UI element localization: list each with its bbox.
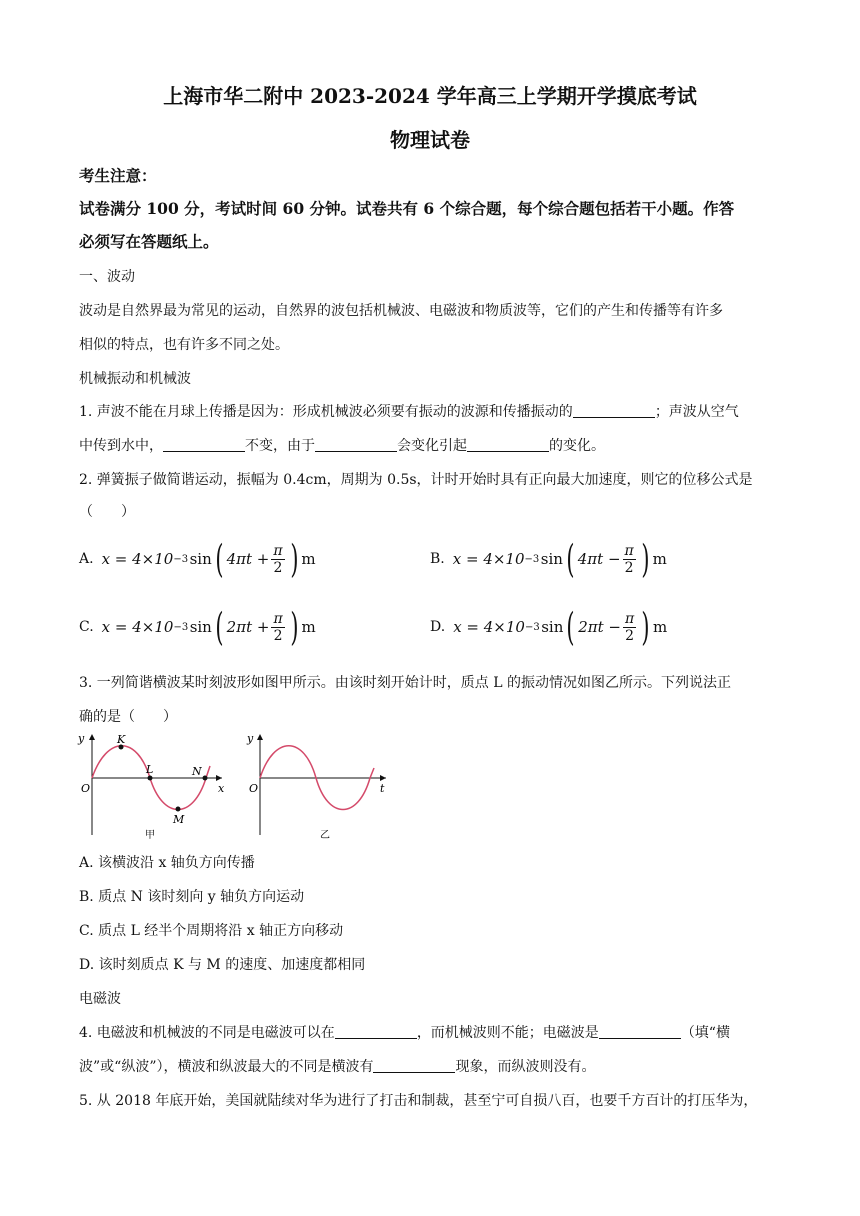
q1-text-d: 不变，由于 <box>245 438 315 454</box>
q1-text-e: 会变化引起 <box>397 438 467 454</box>
wave-figure-yi <box>244 730 394 845</box>
formula: x = 4×10 −3 sin ( 4πt + $\frac{\pi}{2}$ ) m <box>101 537 316 581</box>
q1-text-a: 1. 声波不能在月球上传播是因为：形成机械波必须要有振动的波源和传播振动的 <box>79 404 573 420</box>
point-k-label: K <box>117 733 126 746</box>
question-3-line-1: 3. 一列简谐横波某时刻波形如图甲所示。由该时刻开始计时，质点 L 的振动情况如图乙所示。下列说法正 <box>79 675 732 691</box>
formula: x = 4×10 −3 sin ( 2πt − $\frac{\pi}{2}$ ) m <box>453 605 668 649</box>
question-5-line-1: 5. 从 2018 年底开始，美国就陆续对华为进行了打击和制裁，甚至宁可自损八百，也要千方百计的打压华为， <box>79 1093 758 1109</box>
answer-blank <box>599 1024 681 1039</box>
exam-title: 上海市华二附中 2023-2024 学年高三上学期开学摸底考试 <box>163 84 697 108</box>
q3-option-b: B. 质点 N 该时刻向 y 轴负方向运动 <box>79 889 305 905</box>
exam-subtitle: 物理试卷 <box>390 128 470 152</box>
question-3-line-2: 确的是（ ） <box>79 709 177 725</box>
t-axis-label: t <box>380 782 385 795</box>
q2-option-a: A. x = 4×10 −3 sin ( 4πt + $\frac{\pi}{2}$ ) m <box>79 537 316 581</box>
answer-blank <box>573 403 655 418</box>
q3-option-c: C. 质点 L 经半个周期将沿 x 轴正方向移动 <box>79 923 344 939</box>
section-heading: 一、波动 <box>79 269 135 285</box>
answer-blank <box>315 437 397 452</box>
question-4-line-1: 4. 电磁波和机械波的不同是电磁波可以在 ，而机械波则不能；电磁波是 （填“横 <box>79 1025 730 1041</box>
x-axis-arrow <box>216 775 222 781</box>
section-intro-1: 波动是自然界最为常见的运动，自然界的波包括机械波、电磁波和物质波等，它们的产生和传播等有许多 <box>79 303 723 319</box>
y-axis-label: y <box>78 732 85 745</box>
answer-blank <box>373 1058 455 1073</box>
x-axis-label: x <box>218 782 225 795</box>
origin-label: O <box>249 782 259 795</box>
q1-text-b: ；声波从空气 <box>654 404 739 420</box>
q2-option-c: C. x = 4×10 −3 sin ( 2πt + $\frac{\pi}{2}$ ) m <box>79 605 316 649</box>
answer-blank <box>467 437 549 452</box>
subsection-heading: 机械振动和机械波 <box>79 371 191 387</box>
point-n-label: N <box>192 765 202 778</box>
point-m <box>176 807 181 812</box>
question-1-line-1 <box>79 401 739 421</box>
y-axis-arrow <box>89 734 95 740</box>
q3-option-d: D. 该时刻质点 K 与 M 的速度、加速度都相同 <box>79 957 366 973</box>
question-2-line-1: 2. 弹簧振子做简谐运动，振幅为 0.4cm，周期为 0.5s，计时开始时具有正向最大加速度，则它的位移公式是 <box>79 472 753 488</box>
formula: x = 4×10 −3 sin ( 2πt + $\frac{\pi}{2}$ ) m <box>101 605 316 649</box>
answer-blank <box>163 437 245 452</box>
wave-figure-jia <box>72 730 232 845</box>
q3-option-a: A. 该横波沿 x 轴负方向传播 <box>79 855 255 871</box>
figure-caption-yi: 乙 <box>320 830 330 841</box>
q1-text-c: 中传到水中， <box>79 438 163 454</box>
point-n <box>203 776 208 781</box>
question-4-line-2: 波”或“纵波”），横波和纵波最大的不同是横波有 现象，而纵波则没有。 <box>79 1059 596 1075</box>
formula: x = 4×10 −3 sin ( 4πt − $\frac{\pi}{2}$ ) m <box>452 537 667 581</box>
point-l <box>148 776 153 781</box>
section-intro-2: 相似的特点，也有许多不同之处。 <box>79 337 289 353</box>
answer-blank <box>335 1024 417 1039</box>
q2-option-d: D. x = 4×10 −3 sin ( 2πt − $\frac{\pi}{2}$ ) m <box>430 605 668 649</box>
notice-line-2: 必须写在答题纸上。 <box>79 232 219 251</box>
subsection-heading-em: 电磁波 <box>79 991 121 1007</box>
t-axis-arrow <box>380 775 386 781</box>
q2-option-b: B. x = 4×10 −3 sin ( 4πt − $\frac{\pi}{2}$ ) m <box>430 537 667 581</box>
notice-heading: 考生注意： <box>79 166 157 185</box>
q1-text-f: 的变化。 <box>549 438 605 454</box>
question-1-line-2 <box>79 435 605 455</box>
notice-line-1: 试卷满分 100 分，考试时间 60 分钟。试卷共有 6 个综合题，每个综合题包括若干小题。作答 <box>79 199 735 218</box>
y-axis-arrow <box>257 734 263 740</box>
y-axis-label: y <box>247 732 254 745</box>
point-m-label: M <box>173 813 185 826</box>
question-2-line-2: （ ） <box>79 504 135 520</box>
point-l-label: L <box>146 763 154 776</box>
origin-label: O <box>81 782 91 795</box>
figure-caption-jia: 甲 <box>145 830 155 841</box>
